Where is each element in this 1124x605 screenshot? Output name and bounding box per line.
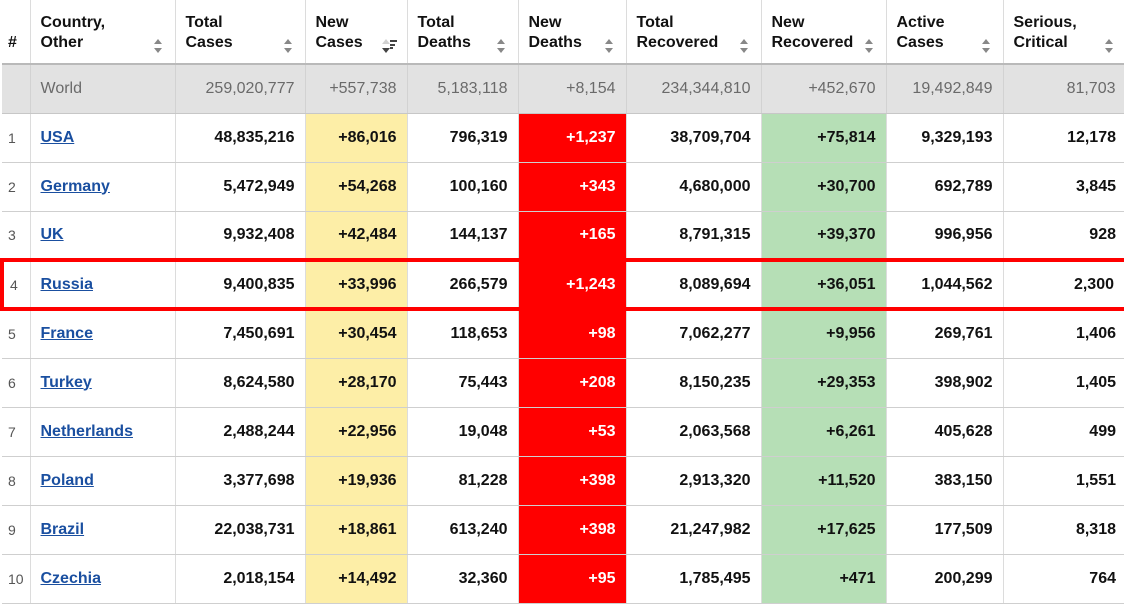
row-new-deaths: +98 [518, 309, 626, 358]
column-header-active-cases-label: Active Cases [896, 14, 945, 51]
row-serious-critical: 2,300 [1003, 260, 1124, 309]
row-total-deaths: 613,240 [407, 505, 518, 554]
row-new-deaths: +53 [518, 407, 626, 456]
table-row [2, 358, 1124, 407]
row-rank: 7 [2, 407, 30, 456]
row-serious-critical: 12,178 [1003, 113, 1124, 162]
row-active-cases: 405,628 [886, 407, 1003, 456]
row-country-cell [30, 358, 175, 407]
country-link[interactable]: Turkey [40, 373, 92, 391]
column-header-active-cases[interactable] [886, 0, 1003, 64]
column-header-country[interactable] [30, 0, 175, 64]
column-header-new-deaths[interactable] [518, 0, 626, 64]
row-rank: 2 [2, 162, 30, 211]
row-new-cases: +33,996 [305, 260, 407, 309]
column-header-new-cases[interactable] [305, 0, 407, 64]
column-header-new-recovered-label: New Recovered [771, 14, 854, 51]
row-serious-critical: 1,551 [1003, 456, 1124, 505]
row-total-recovered: 234,344,810 [626, 64, 761, 113]
column-header-country-label: Country, Other [40, 14, 106, 51]
sort-arrows-icon[interactable] [284, 39, 295, 53]
row-new-deaths: +1,243 [518, 260, 626, 309]
sort-arrows-icon[interactable] [982, 39, 993, 53]
column-header-total-recovered-label: Total Recovered [636, 14, 719, 51]
row-new-deaths: +8,154 [518, 64, 626, 113]
table-row [2, 162, 1124, 211]
row-serious-critical: 928 [1003, 211, 1124, 260]
column-header-total-deaths[interactable] [407, 0, 518, 64]
row-rank: 5 [2, 309, 30, 358]
row-new-recovered: +29,353 [761, 358, 886, 407]
column-header-serious-critical[interactable] [1003, 0, 1124, 64]
row-new-cases: +86,016 [305, 113, 407, 162]
row-serious-critical: 3,845 [1003, 162, 1124, 211]
row-total-cases: 2,488,244 [175, 407, 305, 456]
row-serious-critical: 81,703 [1003, 64, 1124, 113]
sort-arrows-icon[interactable] [865, 39, 876, 53]
row-active-cases: 692,789 [886, 162, 1003, 211]
row-new-recovered: +36,051 [761, 260, 886, 309]
country-link[interactable]: France [40, 325, 93, 343]
country-link[interactable]: Netherlands [40, 422, 133, 440]
row-active-cases: 1,044,562 [886, 260, 1003, 309]
row-total-recovered: 21,247,982 [626, 505, 761, 554]
row-new-deaths: +398 [518, 505, 626, 554]
country-link[interactable]: UK [40, 225, 64, 243]
row-rank: 9 [2, 505, 30, 554]
row-total-recovered: 8,089,694 [626, 260, 761, 309]
row-total-cases: 9,932,408 [175, 211, 305, 260]
table-row [2, 554, 1124, 603]
row-total-cases: 259,020,777 [175, 64, 305, 113]
table-body [2, 64, 1124, 603]
country-link[interactable]: Germany [40, 177, 110, 195]
row-rank: 8 [2, 456, 30, 505]
row-new-cases: +54,268 [305, 162, 407, 211]
row-new-deaths: +165 [518, 211, 626, 260]
row-new-cases: +42,484 [305, 211, 407, 260]
row-new-cases: +19,936 [305, 456, 407, 505]
row-total-recovered: 2,063,568 [626, 407, 761, 456]
table-row [2, 505, 1124, 554]
column-header-new-recovered[interactable] [761, 0, 886, 64]
row-total-deaths: 81,228 [407, 456, 518, 505]
row-new-cases: +14,492 [305, 554, 407, 603]
country-link[interactable]: USA [40, 128, 75, 146]
row-total-deaths: 796,319 [407, 113, 518, 162]
row-rank: 6 [2, 358, 30, 407]
column-header-total-deaths-label: Total Deaths [417, 14, 471, 51]
row-serious-critical: 499 [1003, 407, 1124, 456]
row-new-cases: +28,170 [305, 358, 407, 407]
row-country-cell [30, 113, 175, 162]
table-row [2, 456, 1124, 505]
row-total-cases: 5,472,949 [175, 162, 305, 211]
row-total-deaths: 118,653 [407, 309, 518, 358]
table-row [2, 407, 1124, 456]
table-row [2, 211, 1124, 260]
row-new-recovered: +75,814 [761, 113, 886, 162]
sort-arrows-icon[interactable] [740, 39, 751, 53]
row-country-cell [30, 505, 175, 554]
column-header-total-recovered[interactable] [626, 0, 761, 64]
row-total-cases: 22,038,731 [175, 505, 305, 554]
row-total-recovered: 2,913,320 [626, 456, 761, 505]
row-new-cases: +557,738 [305, 64, 407, 113]
row-total-recovered: 4,680,000 [626, 162, 761, 211]
row-total-deaths: 32,360 [407, 554, 518, 603]
row-active-cases: 200,299 [886, 554, 1003, 603]
sort-arrows-icon[interactable] [154, 39, 165, 53]
row-total-cases: 3,377,698 [175, 456, 305, 505]
row-active-cases: 9,329,193 [886, 113, 1003, 162]
row-total-cases: 7,450,691 [175, 309, 305, 358]
sort-arrows-icon[interactable] [1105, 39, 1116, 53]
row-active-cases: 398,902 [886, 358, 1003, 407]
country-link[interactable]: Russia [40, 275, 93, 293]
row-total-deaths: 144,137 [407, 211, 518, 260]
row-active-cases: 269,761 [886, 309, 1003, 358]
row-total-deaths: 5,183,118 [407, 64, 518, 113]
row-total-cases: 2,018,154 [175, 554, 305, 603]
row-active-cases: 383,150 [886, 456, 1003, 505]
table-row [2, 260, 1124, 309]
row-new-deaths: +398 [518, 456, 626, 505]
header-row [2, 0, 1124, 64]
row-country-cell [30, 162, 175, 211]
row-new-recovered: +9,956 [761, 309, 886, 358]
row-new-recovered: +17,625 [761, 505, 886, 554]
row-country-cell [30, 554, 175, 603]
row-total-recovered: 8,150,235 [626, 358, 761, 407]
column-header-total-cases-label: Total Cases [185, 14, 233, 51]
row-new-deaths: +95 [518, 554, 626, 603]
sort-arrows-icon[interactable] [497, 39, 508, 53]
row-active-cases: 996,956 [886, 211, 1003, 260]
row-new-cases: +30,454 [305, 309, 407, 358]
row-country-cell [30, 260, 175, 309]
row-new-recovered: +39,370 [761, 211, 886, 260]
row-total-deaths: 100,160 [407, 162, 518, 211]
column-header-serious-critical-label: Serious, Critical [1013, 14, 1077, 51]
row-new-deaths: +343 [518, 162, 626, 211]
row-new-recovered: +452,670 [761, 64, 886, 113]
row-active-cases: 177,509 [886, 505, 1003, 554]
row-serious-critical: 1,406 [1003, 309, 1124, 358]
row-total-deaths: 266,579 [407, 260, 518, 309]
row-rank: 3 [2, 211, 30, 260]
row-new-cases: +22,956 [305, 407, 407, 456]
row-country-cell [30, 211, 175, 260]
row-rank: 4 [2, 260, 30, 309]
row-new-recovered: +6,261 [761, 407, 886, 456]
table-row [2, 309, 1124, 358]
row-active-cases: 19,492,849 [886, 64, 1003, 113]
row-serious-critical: 764 [1003, 554, 1124, 603]
country-link[interactable]: Brazil [40, 520, 85, 538]
row-serious-critical: 1,405 [1003, 358, 1124, 407]
column-header-rank[interactable] [2, 0, 30, 64]
column-header-total-cases[interactable] [175, 0, 305, 64]
row-total-deaths: 75,443 [407, 358, 518, 407]
row-total-cases: 9,400,835 [175, 260, 305, 309]
country-link[interactable]: Poland [40, 471, 94, 489]
table-row [2, 113, 1124, 162]
column-header-rank-label: # [8, 34, 17, 51]
row-country-cell [30, 309, 175, 358]
row-total-recovered: 8,791,315 [626, 211, 761, 260]
row-new-recovered: +471 [761, 554, 886, 603]
sort-descending-icon[interactable] [382, 39, 397, 53]
row-total-cases: 48,835,216 [175, 113, 305, 162]
row-country-cell [30, 407, 175, 456]
row-serious-critical: 8,318 [1003, 505, 1124, 554]
table-row-world [2, 64, 1124, 113]
row-new-recovered: +11,520 [761, 456, 886, 505]
row-new-recovered: +30,700 [761, 162, 886, 211]
row-new-deaths: +208 [518, 358, 626, 407]
country-link[interactable]: Czechia [40, 569, 101, 587]
row-rank: 1 [2, 113, 30, 162]
sort-arrows-icon[interactable] [605, 39, 616, 53]
row-total-recovered: 38,709,704 [626, 113, 761, 162]
row-new-cases: +18,861 [305, 505, 407, 554]
row-total-recovered: 7,062,277 [626, 309, 761, 358]
row-new-deaths: +1,237 [518, 113, 626, 162]
column-header-new-cases-label: New Cases [315, 14, 363, 51]
row-country-cell [30, 456, 175, 505]
row-country-name: World [30, 64, 175, 113]
row-rank [2, 64, 30, 113]
row-total-recovered: 1,785,495 [626, 554, 761, 603]
row-total-cases: 8,624,580 [175, 358, 305, 407]
row-total-deaths: 19,048 [407, 407, 518, 456]
table-header [2, 0, 1124, 64]
row-rank: 10 [2, 554, 30, 603]
column-header-new-deaths-label: New Deaths [528, 14, 582, 51]
